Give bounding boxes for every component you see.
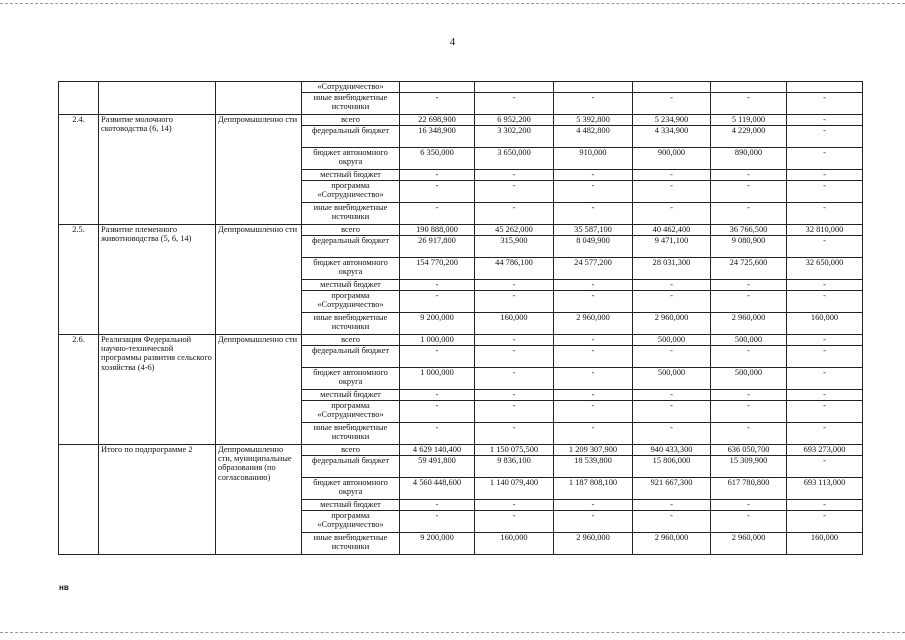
funding-source-cell: федеральный бюджет: [302, 346, 400, 368]
amount-cell: 32 810,000: [787, 225, 863, 236]
amount-cell: 9 080,900: [711, 236, 787, 258]
funding-source-cell: всего: [302, 335, 400, 346]
amount-cell: -: [475, 93, 554, 115]
amount-cell: -: [475, 500, 554, 511]
amount-cell: -: [400, 181, 475, 203]
executor-cell: Деппромышленно сти: [216, 335, 302, 445]
funding-source-cell: местный бюджет: [302, 500, 400, 511]
amount-cell: 160,000: [475, 533, 554, 555]
table-row: [59, 115, 863, 126]
amount-cell: -: [711, 93, 787, 115]
amount-cell: -: [787, 115, 863, 126]
funding-source-cell: программа «Сотрудничество»: [302, 401, 400, 423]
amount-cell: -: [711, 203, 787, 225]
amount-cell: 35 587,100: [554, 225, 633, 236]
amount-cell: 1 150 075,500: [475, 445, 554, 456]
funding-source-cell: федеральный бюджет: [302, 126, 400, 148]
amount-cell: -: [633, 511, 711, 533]
funding-source-cell: всего: [302, 225, 400, 236]
amount-cell: -: [400, 203, 475, 225]
row-number-cell: 2.5.: [59, 225, 99, 335]
amount-cell: 6 952,200: [475, 115, 554, 126]
amount-cell: 315,900: [475, 236, 554, 258]
amount-cell: -: [475, 181, 554, 203]
amount-cell: -: [400, 390, 475, 401]
amount-cell: 3 302,200: [475, 126, 554, 148]
amount-cell: 160,000: [787, 533, 863, 555]
table-row: [59, 82, 863, 93]
amount-cell: 500,000: [711, 368, 787, 390]
amount-cell: -: [475, 170, 554, 181]
amount-cell: -: [787, 511, 863, 533]
amount-cell: 8 049,900: [554, 236, 633, 258]
budget-table: [58, 81, 863, 555]
amount-cell: -: [400, 500, 475, 511]
amount-cell: -: [475, 511, 554, 533]
amount-cell: -: [475, 368, 554, 390]
amount-cell: -: [554, 291, 633, 313]
amount-cell: -: [711, 170, 787, 181]
funding-source-cell: иные внебюджетные источники: [302, 203, 400, 225]
amount-cell: -: [554, 181, 633, 203]
footer-code: нв: [59, 583, 69, 592]
amount-cell: 500,000: [633, 368, 711, 390]
amount-cell: -: [711, 280, 787, 291]
amount-cell: -: [475, 390, 554, 401]
amount-cell: -: [711, 390, 787, 401]
amount-cell: 32 650,000: [787, 258, 863, 280]
table-body: [59, 82, 863, 555]
amount-cell: 59 491,800: [400, 456, 475, 478]
amount-cell: 900,000: [633, 148, 711, 170]
amount-cell: 9 200,000: [400, 533, 475, 555]
amount-cell: 636 050,700: [711, 445, 787, 456]
amount-cell: [787, 82, 863, 93]
amount-cell: -: [633, 280, 711, 291]
amount-cell: -: [787, 170, 863, 181]
amount-cell: -: [475, 423, 554, 445]
amount-cell: 910,000: [554, 148, 633, 170]
amount-cell: 1 209 307,900: [554, 445, 633, 456]
executor-cell: Деппромышленно сти: [216, 115, 302, 225]
amount-cell: 28 031,300: [633, 258, 711, 280]
amount-cell: -: [400, 346, 475, 368]
funding-source-cell: всего: [302, 445, 400, 456]
amount-cell: -: [711, 423, 787, 445]
amount-cell: 18 539,800: [554, 456, 633, 478]
item-name-cell: Развитие молочного скотоводства (6, 14): [99, 115, 216, 225]
funding-source-cell: бюджет автономного округа: [302, 148, 400, 170]
amount-cell: -: [787, 148, 863, 170]
amount-cell: [554, 82, 633, 93]
funding-source-cell: бюджет автономного округа: [302, 368, 400, 390]
amount-cell: -: [633, 401, 711, 423]
amount-cell: 940 433,300: [633, 445, 711, 456]
amount-cell: 154 770,200: [400, 258, 475, 280]
amount-cell: -: [787, 280, 863, 291]
amount-cell: -: [554, 346, 633, 368]
amount-cell: 4 334,900: [633, 126, 711, 148]
funding-source-cell: федеральный бюджет: [302, 236, 400, 258]
row-number-cell: [59, 82, 99, 115]
amount-cell: -: [787, 335, 863, 346]
funding-source-cell: иные внебюджетные источники: [302, 93, 400, 115]
amount-cell: 9 836,100: [475, 456, 554, 478]
funding-source-cell: иные внебюджетные источники: [302, 423, 400, 445]
amount-cell: 24 725,600: [711, 258, 787, 280]
table-row: [59, 445, 863, 456]
amount-cell: 36 766,500: [711, 225, 787, 236]
item-name-cell: [99, 82, 216, 115]
amount-cell: -: [475, 335, 554, 346]
amount-cell: 4 229,000: [711, 126, 787, 148]
amount-cell: -: [475, 401, 554, 423]
amount-cell: 160,000: [787, 313, 863, 335]
amount-cell: -: [711, 500, 787, 511]
amount-cell: -: [787, 456, 863, 478]
amount-cell: 693 273,000: [787, 445, 863, 456]
amount-cell: -: [711, 346, 787, 368]
item-name-cell: Итого по подпрограмме 2: [99, 445, 216, 555]
amount-cell: -: [633, 203, 711, 225]
amount-cell: -: [554, 511, 633, 533]
amount-cell: -: [400, 511, 475, 533]
amount-cell: 5 119,000: [711, 115, 787, 126]
funding-source-cell: местный бюджет: [302, 280, 400, 291]
amount-cell: -: [711, 181, 787, 203]
funding-source-cell: местный бюджет: [302, 170, 400, 181]
scan-top-edge: [0, 3, 905, 4]
amount-cell: -: [554, 401, 633, 423]
amount-cell: 44 786,100: [475, 258, 554, 280]
amount-cell: 15 806,000: [633, 456, 711, 478]
amount-cell: -: [554, 368, 633, 390]
amount-cell: -: [554, 423, 633, 445]
amount-cell: -: [787, 346, 863, 368]
executor-cell: [216, 82, 302, 115]
amount-cell: 26 917,800: [400, 236, 475, 258]
amount-cell: 16 348,900: [400, 126, 475, 148]
amount-cell: 4 560 448,600: [400, 478, 475, 500]
amount-cell: -: [475, 291, 554, 313]
amount-cell: 9 471,100: [633, 236, 711, 258]
amount-cell: 24 577,200: [554, 258, 633, 280]
row-number-cell: 2.4.: [59, 115, 99, 225]
amount-cell: -: [400, 291, 475, 313]
amount-cell: -: [787, 500, 863, 511]
amount-cell: [475, 82, 554, 93]
amount-cell: -: [787, 291, 863, 313]
amount-cell: -: [554, 335, 633, 346]
amount-cell: -: [787, 236, 863, 258]
amount-cell: 1 140 079,400: [475, 478, 554, 500]
amount-cell: 3 650,000: [475, 148, 554, 170]
amount-cell: -: [554, 500, 633, 511]
amount-cell: -: [475, 203, 554, 225]
amount-cell: -: [787, 93, 863, 115]
item-name-cell: Реализация Федеральной научно-технической программы развития сельского хозяйства (4-6): [99, 335, 216, 445]
amount-cell: -: [400, 423, 475, 445]
amount-cell: 1 000,000: [400, 368, 475, 390]
amount-cell: -: [633, 93, 711, 115]
amount-cell: 2 960,000: [554, 313, 633, 335]
amount-cell: -: [633, 181, 711, 203]
amount-cell: -: [787, 181, 863, 203]
amount-cell: 9 200,000: [400, 313, 475, 335]
amount-cell: 40 462,400: [633, 225, 711, 236]
amount-cell: 6 350,000: [400, 148, 475, 170]
funding-source-cell: всего: [302, 115, 400, 126]
funding-source-cell: программа «Сотрудничество»: [302, 291, 400, 313]
funding-source-cell: программа «Сотрудничество»: [302, 181, 400, 203]
amount-cell: 617 780,800: [711, 478, 787, 500]
amount-cell: -: [554, 93, 633, 115]
amount-cell: 5 234,900: [633, 115, 711, 126]
amount-cell: -: [633, 291, 711, 313]
page-number: 4: [449, 36, 456, 48]
funding-source-cell: иные внебюджетные источники: [302, 313, 400, 335]
table-row: [59, 225, 863, 236]
executor-cell: Деппромышленно сти: [216, 225, 302, 335]
amount-cell: 15 309,900: [711, 456, 787, 478]
amount-cell: -: [787, 390, 863, 401]
amount-cell: 160,000: [475, 313, 554, 335]
amount-cell: -: [400, 401, 475, 423]
amount-cell: -: [554, 203, 633, 225]
amount-cell: -: [400, 93, 475, 115]
amount-cell: 1 187 808,100: [554, 478, 633, 500]
amount-cell: 500,000: [633, 335, 711, 346]
amount-cell: -: [787, 401, 863, 423]
table-row: [59, 335, 863, 346]
amount-cell: -: [633, 346, 711, 368]
scan-bottom-edge: [0, 632, 905, 633]
amount-cell: [400, 82, 475, 93]
amount-cell: 500,000: [711, 335, 787, 346]
amount-cell: 2 960,000: [711, 313, 787, 335]
executor-cell: Деппромышленно сти, муниципальные образования (по согласованию): [216, 445, 302, 555]
amount-cell: 693 113,000: [787, 478, 863, 500]
amount-cell: [711, 82, 787, 93]
item-name-cell: Развитие племенного животноводства (5, 6, 14): [99, 225, 216, 335]
funding-source-cell: иные внебюджетные источники: [302, 533, 400, 555]
amount-cell: -: [400, 280, 475, 291]
funding-source-cell: федеральный бюджет: [302, 456, 400, 478]
amount-cell: -: [554, 170, 633, 181]
amount-cell: -: [633, 390, 711, 401]
funding-source-cell: местный бюджет: [302, 390, 400, 401]
funding-source-cell: бюджет автономного округа: [302, 258, 400, 280]
amount-cell: -: [400, 170, 475, 181]
amount-cell: -: [711, 511, 787, 533]
amount-cell: 5 392,800: [554, 115, 633, 126]
amount-cell: -: [787, 203, 863, 225]
amount-cell: 45 262,000: [475, 225, 554, 236]
funding-source-cell: программа «Сотрудничество»: [302, 511, 400, 533]
row-number-cell: [59, 445, 99, 555]
amount-cell: 190 888,000: [400, 225, 475, 236]
funding-source-cell: бюджет автономного округа: [302, 478, 400, 500]
funding-source-cell: «Сотрудничество»: [302, 82, 400, 93]
amount-cell: -: [633, 423, 711, 445]
amount-cell: -: [787, 126, 863, 148]
amount-cell: -: [711, 401, 787, 423]
amount-cell: -: [633, 170, 711, 181]
amount-cell: 22 698,900: [400, 115, 475, 126]
amount-cell: 2 960,000: [633, 533, 711, 555]
amount-cell: 4 629 140,400: [400, 445, 475, 456]
amount-cell: -: [633, 500, 711, 511]
amount-cell: -: [787, 423, 863, 445]
amount-cell: 2 960,000: [711, 533, 787, 555]
amount-cell: -: [475, 346, 554, 368]
amount-cell: -: [787, 368, 863, 390]
amount-cell: 2 960,000: [554, 533, 633, 555]
amount-cell: -: [475, 280, 554, 291]
amount-cell: 921 667,300: [633, 478, 711, 500]
amount-cell: -: [554, 280, 633, 291]
amount-cell: -: [711, 291, 787, 313]
amount-cell: 1 000,000: [400, 335, 475, 346]
amount-cell: [633, 82, 711, 93]
amount-cell: 2 960,000: [633, 313, 711, 335]
row-number-cell: 2.6.: [59, 335, 99, 445]
amount-cell: 890,000: [711, 148, 787, 170]
amount-cell: -: [554, 390, 633, 401]
amount-cell: 4 482,800: [554, 126, 633, 148]
